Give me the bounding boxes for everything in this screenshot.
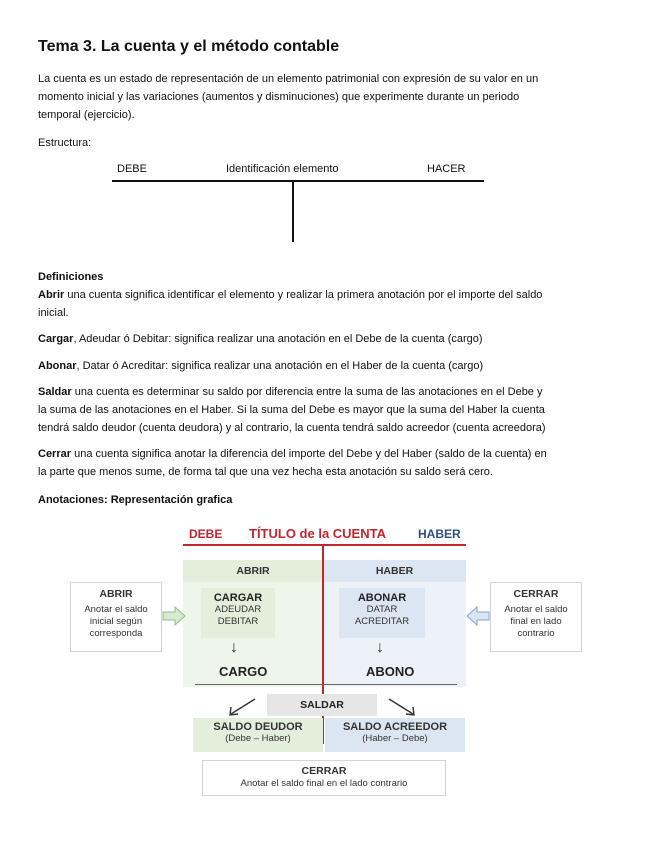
arrow-down-icon: ↓ [376, 639, 384, 656]
t-account-horizontal-line [112, 180, 484, 182]
cerrar-side-title: CERRAR [513, 588, 559, 600]
abrir-side-title: ABRIR [99, 588, 133, 600]
cerrar-bottom-sub: Anotar el saldo final en el lado contrario [240, 778, 408, 789]
col-haber-header: HABER [323, 560, 466, 582]
def-text: la parte que menos sume, de forma tal que una vez hecha esta anotación su saldo será cero. [38, 466, 493, 478]
intro-line: temporal (ejercicio). [38, 109, 135, 121]
def-term: Cerrar [38, 448, 72, 460]
abonar-line: ACREDITAR [354, 616, 410, 627]
cerrar-side-box [490, 582, 582, 652]
abono-label: ABONO [366, 664, 415, 679]
def-abrir [38, 286, 620, 322]
definiciones-heading: Definiciones [38, 271, 104, 283]
cargar-line: ADEUDAR [214, 604, 262, 615]
arrow-down-right-icon [385, 696, 419, 718]
def-text: una cuenta significa identificar el elemento y realizar la primera anotación por el importe del saldo [64, 289, 543, 301]
def-text: , Datar ó Acreditar: significa realizar una anotación en el Haber de la cuenta (cargo) [76, 360, 484, 372]
abonar-title: ABONAR [357, 592, 407, 604]
def-text: tendrá saldo deudor (cuenta deudora) y al contrario, la cuenta tendrá saldo acreedor (cuenta acreedora) [38, 422, 546, 434]
t-account-debe: DEBE [117, 163, 147, 175]
t-account-vertical-line [292, 182, 294, 242]
cerrar-bottom-title: CERRAR [301, 765, 347, 777]
def-text: , Adeudar ó Debitar: significa realizar una anotación en el Debe de la cuenta (cargo) [73, 333, 483, 345]
arrow-right-icon [162, 606, 186, 626]
anotaciones-heading: Anotaciones: Representación grafica [38, 494, 233, 506]
cerrar-side-line: contrario [517, 628, 555, 639]
abonar-box [339, 588, 425, 638]
saldo-deudor-title: SALDO DEUDOR [213, 721, 303, 733]
saldo-acreedor-box [325, 718, 465, 752]
def-term: Saldar [38, 386, 72, 398]
def-abonar [38, 357, 620, 375]
def-saldar [38, 383, 620, 437]
abrir-side-line: corresponda [89, 628, 143, 639]
def-term: Abonar [38, 360, 77, 372]
t-account-hacer: HACER [427, 163, 466, 175]
t-account-title: Identificación elemento [226, 163, 339, 175]
def-cargar [38, 330, 620, 348]
abrir-side-line: inicial según [89, 616, 143, 627]
def-cerrar [38, 445, 620, 481]
saldo-acreedor-sub: (Haber – Debe) [362, 733, 428, 744]
def-text: inicial. [38, 307, 69, 319]
saldar-box: SALDAR [267, 694, 377, 716]
diagram-title-rule [183, 544, 466, 546]
intro-line: momento inicial y las variaciones (aumentos y disminuciones) que experimente durante un periodo [38, 91, 520, 103]
arrow-left-icon [466, 606, 490, 626]
estructura-label: Estructura: [38, 137, 92, 149]
arrow-down-left-icon [225, 696, 259, 718]
def-text: la suma de las anotaciones en el Haber. Si la suma del Debe es mayor que la suma del Haber la cuenta [38, 404, 545, 416]
diagram-account-title: TÍTULO de la CUENTA [249, 526, 386, 541]
cerrar-side-line: final en lado [510, 616, 562, 627]
cargo-label: CARGO [219, 664, 268, 679]
intro-line: La cuenta es un estado de representación de un elemento patrimonial con expresión de su valor en un [38, 73, 539, 85]
saldo-acreedor-title: SALDO ACREEDOR [342, 721, 448, 733]
diagram-debe: DEBE [189, 527, 223, 541]
abonar-line: DATAR [366, 604, 398, 615]
cerrar-side-line: Anotar el saldo [504, 604, 568, 615]
intro-paragraph [38, 70, 620, 124]
page-title: Tema 3. La cuenta y el método contable [38, 38, 340, 55]
diagram-divider [195, 684, 457, 685]
def-text: una cuenta significa anotar la diferencia del importe del Debe y del Haber (saldo de la cuenta) en [71, 448, 547, 460]
def-term: Cargar [38, 333, 74, 345]
abrir-side-line: Anotar el saldo [84, 604, 148, 615]
saldo-deudor-sub: (Debe – Haber) [225, 733, 291, 744]
arrow-down-icon: ↓ [230, 639, 238, 656]
def-text: una cuenta es determinar su saldo por diferencia entre la suma de las anotaciones en el Debe y [71, 386, 543, 398]
def-term: Abrir [38, 289, 65, 301]
col-abrir-header: ABRIR [183, 560, 323, 582]
saldo-deudor-box [193, 718, 323, 752]
abrir-side-box [70, 582, 162, 652]
cargar-title: CARGAR [213, 592, 263, 604]
anotaciones-diagram [65, 518, 568, 803]
cargar-line: DEBITAR [217, 616, 259, 627]
cargar-box [201, 588, 275, 638]
cerrar-bottom-box [202, 760, 446, 796]
diagram-haber: HABER [418, 527, 461, 541]
